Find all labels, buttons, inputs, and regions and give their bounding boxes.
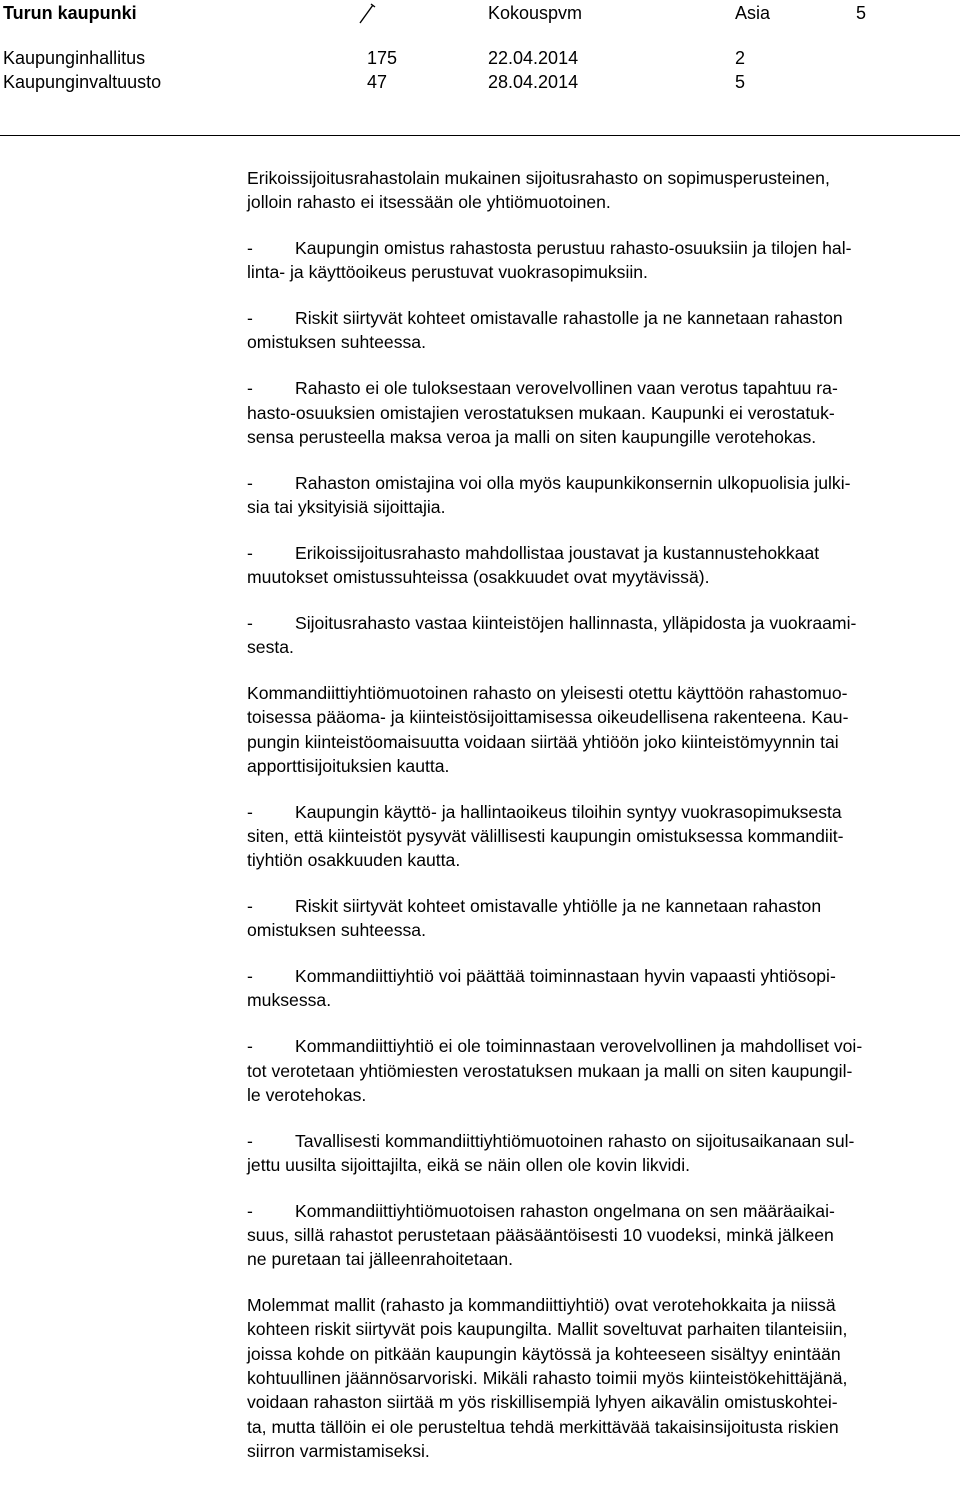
line-text: Sijoitusrahasto vastaa kiinteistöjen hallinnasta, ylläpidosta ja vuokraami-: [295, 612, 857, 633]
pen-icon: [355, 1, 379, 25]
text-line: [247, 611, 952, 635]
text-line: [247, 1199, 952, 1223]
line-text: pungin kiinteistöomaisuutta voidaan siirtää yhtiöön joko kiinteistömyynnin tai: [247, 731, 839, 752]
text-line: [247, 1439, 952, 1463]
text-line: [247, 848, 952, 872]
header-divider: [0, 135, 960, 136]
line-text: siten, että kiinteistöt pysyvät välillisesti kaupungin omistuksessa kommandiit-: [247, 825, 844, 846]
text-line: [247, 635, 952, 659]
dash-marker: -: [247, 1036, 253, 1057]
bullet-paragraph: [247, 894, 952, 943]
line-text: kohteen riskit siirtyvät pois kaupungilta. Mallit soveltuvat parhaiten tilanteisiin,: [247, 1319, 848, 1340]
text-line: [247, 800, 952, 824]
line-text: linta- ja käyttöoikeus perustuvat vuokrasopimuksiin.: [247, 262, 648, 283]
text-line: [247, 260, 952, 284]
line-text: voidaan rahaston siirtää m yös riskillisempiä lyhyen aikavälin omistuskohtei-: [247, 1392, 838, 1413]
text-line: [247, 425, 952, 449]
text-line: [247, 495, 952, 519]
text-line: [247, 1247, 952, 1271]
line-text: tiyhtiön osakkuuden kautta.: [247, 850, 461, 871]
dash-marker: -: [247, 542, 253, 563]
line-text: sensa perusteella maksa veroa ja malli on siten kaupungille verotehokas.: [247, 426, 817, 447]
text-line: [247, 730, 952, 754]
line-text: siirron varmistamiseksi.: [247, 1440, 430, 1461]
line-text: omistuksen suhteessa.: [247, 332, 426, 353]
text-line: [247, 1317, 952, 1341]
text-line: [247, 964, 952, 988]
body-name: Kaupunginvaltuusto: [3, 72, 162, 92]
dash-marker: -: [247, 378, 253, 399]
dash-marker: -: [247, 896, 253, 917]
line-text: joissa kohde on pitkään kaupungin käytössä ja kohteeseen sisältyy enintään: [247, 1343, 841, 1364]
line-text: omistuksen suhteessa.: [247, 920, 426, 941]
line-text: ta, mutta tällöin ei ole perusteltua tehdä merkittävää takaisinsijoitusta riskien: [247, 1416, 839, 1437]
text-line: [247, 1293, 952, 1317]
text-line: [247, 894, 952, 918]
item-number: 2: [735, 48, 746, 68]
line-text: jettu uusilta sijoittajilta, eikä se näin ollen ole kovin likvidi.: [247, 1154, 691, 1175]
paragraph: [247, 681, 952, 778]
line-text: Rahaston omistajina voi olla myös kaupunkikonsernin ulkopuolisia julki-: [295, 472, 851, 493]
line-text: Kommandiittiyhtiömuotoisen rahaston ongelmana on sen määräaikai-: [295, 1200, 835, 1221]
section-number: 175: [367, 48, 398, 68]
bullet-paragraph: [247, 611, 952, 660]
text-line: [247, 824, 952, 848]
dash-marker: -: [247, 801, 253, 822]
bullet-paragraph: [247, 541, 952, 590]
body-name: Kaupunginhallitus: [3, 48, 146, 68]
text-line: [247, 236, 952, 260]
line-text: Riskit siirtyvät kohteet omistavalle rahastolle ja ne kannetaan rahaston: [295, 308, 843, 329]
text-line: [247, 1034, 952, 1058]
bullet-paragraph: [247, 964, 952, 1013]
text-line: [247, 1415, 952, 1439]
org-name: Turun kaupunki: [3, 3, 137, 23]
text-line: [247, 988, 952, 1012]
line-text: sia tai yksityisiä sijoittajia.: [247, 496, 446, 517]
line-text: Erikoissijoitusrahasto mahdollistaa joustavat ja kustannustehokkaat: [295, 542, 820, 563]
text-line: [247, 306, 952, 330]
dash-marker: -: [247, 612, 253, 633]
text-line: [247, 918, 952, 942]
page-number: 5: [856, 3, 867, 23]
meeting-date: 22.04.2014: [488, 48, 579, 68]
text-line: [247, 471, 952, 495]
dash-marker: -: [247, 966, 253, 987]
bullet-paragraph: [247, 1199, 952, 1272]
line-text: jolloin rahasto ei itsessään ole yhtiömuotoinen.: [247, 192, 611, 213]
bullet-paragraph: [247, 236, 952, 285]
line-text: Kaupungin käyttö- ja hallintaoikeus tiloihin syntyy vuokrasopimuksesta: [295, 801, 842, 822]
line-text: Kommandiittiyhtiö voi päättää toiminnastaan hyvin vapaasti yhtiösopi-: [295, 966, 836, 987]
line-text: kohtuullinen jäännösarvoriski. Mikäli rahasto toimii myös kiinteistökehittäjänä,: [247, 1367, 848, 1388]
line-text: Molemmat mallit (rahasto ja kommandiittiyhtiö) ovat verotehokkaita ja niissä: [247, 1295, 836, 1316]
line-text: tot verotetaan yhtiömiesten verostatuksen mukaan ja malli on siten kaupungil-: [247, 1060, 853, 1081]
text-line: [247, 401, 952, 425]
line-text: hasto-osuuksien omistajien verostatuksen mukaan. Kaupunki ei verostatuk-: [247, 402, 835, 423]
line-text: Tavallisesti kommandiittiyhtiömuotoinen rahasto on sijoitusaikanaan sul-: [295, 1130, 855, 1151]
bullet-paragraph: [247, 306, 952, 355]
text-line: [247, 565, 952, 589]
dash-marker: -: [247, 472, 253, 493]
meeting-date-label: Kokouspvm: [488, 3, 583, 23]
text-line: [247, 376, 952, 400]
dash-marker: -: [247, 1200, 253, 1221]
text-line: [247, 166, 952, 190]
document-body: [247, 166, 952, 1485]
dash-marker: -: [247, 238, 253, 259]
dash-marker: -: [247, 308, 253, 329]
text-line: [247, 1342, 952, 1366]
paragraph: [247, 1293, 952, 1463]
text-line: [247, 1129, 952, 1153]
text-line: [247, 1390, 952, 1414]
paragraph: [247, 166, 952, 215]
line-text: muksessa.: [247, 990, 332, 1011]
text-line: [247, 681, 952, 705]
bullet-paragraph: [247, 800, 952, 873]
line-text: le verotehokas.: [247, 1084, 367, 1105]
text-line: [247, 330, 952, 354]
bullet-paragraph: [247, 471, 952, 520]
text-line: [247, 1153, 952, 1177]
text-line: [247, 1223, 952, 1247]
bullet-paragraph: [247, 1034, 952, 1107]
bullet-paragraph: [247, 1129, 952, 1178]
line-text: Kommandiittiyhtiömuotoinen rahasto on yleisesti otettu käyttöön rahastomuo-: [247, 682, 848, 703]
item-label: Asia: [735, 3, 771, 23]
line-text: Erikoissijoitusrahastolain mukainen sijoitusrahasto on sopimusperusteinen,: [247, 168, 830, 188]
line-text: apporttisijoituksien kautta.: [247, 755, 450, 776]
text-line: [247, 1083, 952, 1107]
line-text: sesta.: [247, 637, 294, 658]
line-text: toisessa pääoma- ja kiinteistösijoittamisessa oikeudellisena rakenteena. Kau-: [247, 707, 849, 728]
dash-marker: -: [247, 1130, 253, 1151]
line-text: Rahasto ei ole tuloksestaan verovelvollinen vaan verotus tapahtuu ra-: [295, 378, 838, 399]
text-line: [247, 1366, 952, 1390]
line-text: suus, sillä rahastot perustetaan pääsääntöisesti 10 vuodeksi, minkä jälkeen: [247, 1225, 834, 1245]
text-line: [247, 705, 952, 729]
line-text: Kommandiittiyhtiö ei ole toiminnastaan verovelvollinen ja mahdolliset voi-: [295, 1036, 863, 1057]
meeting-date: 28.04.2014: [488, 72, 579, 92]
line-text: ne puretaan tai jälleenrahoitetaan.: [247, 1249, 514, 1270]
bullet-paragraph: [247, 376, 952, 449]
section-number: 47: [367, 72, 388, 92]
item-number: 5: [735, 72, 746, 92]
text-line: [247, 754, 952, 778]
line-text: Kaupungin omistus rahastosta perustuu rahasto-osuuksiin ja tilojen hal-: [295, 238, 852, 259]
line-text: muutokset omistussuhteissa (osakkuudet ovat myytävissä).: [247, 567, 710, 588]
text-line: [247, 541, 952, 565]
line-text: Riskit siirtyvät kohteet omistavalle yhtiölle ja ne kannetaan rahaston: [295, 896, 822, 917]
text-line: [247, 190, 952, 214]
text-line: [247, 1059, 952, 1083]
